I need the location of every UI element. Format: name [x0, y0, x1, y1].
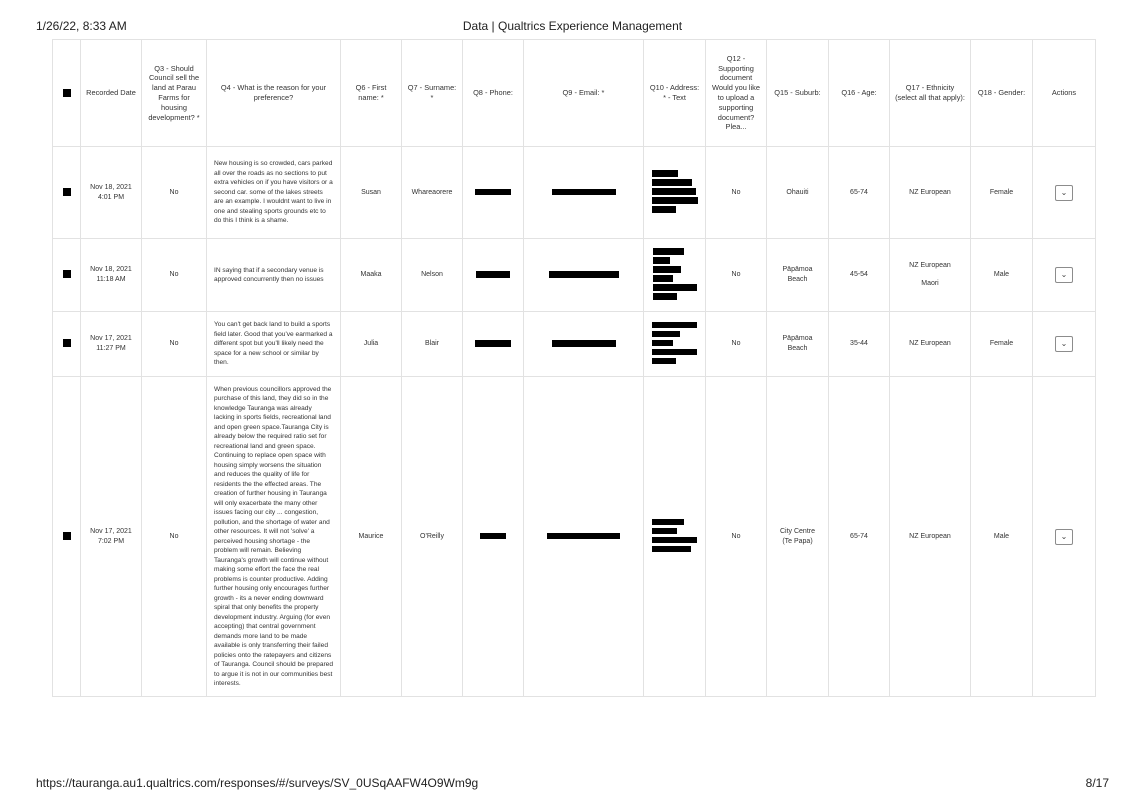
redacted-email: [549, 271, 619, 278]
table-row: [53, 377, 1096, 697]
suburb: Pāpāmoa Beach: [767, 239, 829, 312]
gender: Male: [971, 239, 1033, 312]
q3-answer: No: [142, 312, 207, 377]
page-url: https://tauranga.au1.qualtrics.com/responses/#/surveys/SV_0USqAAFW4O9Wm9g: [36, 776, 479, 790]
q12-answer: No: [706, 377, 767, 697]
header-q15[interactable]: Q15 - Suburb:: [767, 40, 829, 147]
header-recorded-date[interactable]: Recorded Date: [81, 40, 142, 147]
redacted-address: [652, 322, 697, 367]
phone-cell: [463, 147, 524, 239]
q3-answer: No: [142, 147, 207, 239]
header-q17[interactable]: Q17 - Ethnicity (select all that apply):: [890, 40, 971, 147]
row-actions-button[interactable]: [1055, 336, 1073, 352]
actions-cell: [1033, 147, 1096, 239]
row-select-cell[interactable]: [53, 377, 81, 697]
suburb: Ohauiti: [767, 147, 829, 239]
page-title: Data | Qualtrics Experience Management: [462, 19, 683, 33]
ethnicity: NZ European: [890, 147, 971, 239]
address-cell: [644, 312, 706, 377]
redacted-phone: [475, 340, 511, 347]
q3-answer: No: [142, 239, 207, 312]
reason-text: IN saying that if a secondary venue is approved concurrently then no issues: [207, 239, 341, 312]
surname: O'Reilly: [402, 377, 463, 697]
phone-cell: [463, 312, 524, 377]
header-q4[interactable]: Q4 - What is the reason for your preference?: [207, 40, 341, 147]
redacted-email: [552, 189, 616, 196]
header-q6[interactable]: Q6 - First name: *: [341, 40, 402, 147]
table-header-row: [53, 40, 1096, 147]
ethnicity: NZ European Maori: [890, 239, 971, 312]
age: 65-74: [829, 377, 890, 697]
recorded-date: Nov 18, 2021 4:01 PM: [81, 147, 142, 239]
actions-cell: [1033, 312, 1096, 377]
table-row: [53, 239, 1096, 312]
row-actions-button[interactable]: [1055, 529, 1073, 545]
address-cell: [644, 239, 706, 312]
header-q3[interactable]: Q3 - Should Council sell the land at Parau Farms for housing development? *: [142, 40, 207, 147]
redacted-email: [547, 533, 620, 540]
chevron-down-icon: ⌄: [1060, 339, 1068, 348]
redacted-phone: [475, 189, 511, 196]
header-q8[interactable]: Q8 - Phone:: [463, 40, 524, 147]
q12-answer: No: [706, 312, 767, 377]
header-q7[interactable]: Q7 - Surname: *: [402, 40, 463, 147]
email-cell: [524, 147, 644, 239]
first-name: Julia: [341, 312, 402, 377]
header-q18[interactable]: Q18 - Gender:: [971, 40, 1033, 147]
print-date: 1/26/22, 8:33 AM: [36, 19, 127, 33]
checkbox-icon[interactable]: [63, 339, 71, 347]
email-cell: [524, 377, 644, 697]
email-cell: [524, 312, 644, 377]
chevron-down-icon: ⌄: [1060, 531, 1068, 541]
ethnicity: NZ European: [890, 312, 971, 377]
email-cell: [524, 239, 644, 312]
suburb: Pāpāmoa Beach: [767, 312, 829, 377]
row-actions-button[interactable]: [1055, 267, 1073, 283]
checkbox-icon[interactable]: [63, 188, 71, 196]
first-name: Maurice: [341, 377, 402, 697]
q12-answer: No: [706, 239, 767, 312]
reason-text: When previous councillors approved the purchase of this land, they did so in the knowledge Tauranga was already lacking in sports fields, recreational land and open green space.Tauranga City is already below the required ratio set for recreational land and green space. Continuing to replace open space with housing simply worsens the situation and reduces the quality of life for residents the the effected areas. The creation of further housing in Tauranga will only exacerbate the many other issues facing our city ... congestion, pollution, and the shortage of water and other resources. It will not 'solve' a perceived housing shortage - the problem will remain. Believing Tauranga's growth will continue without making some effort the face the real problems is counter productive. Adding further housing only encourages further growth - its a never ending downward spiral that only benefits the property development industry. Arguing (for even accepting) that central government demands more land to be made available is only transferring their failed policies onto the ratepayers and citizens of Tauranga. Council should be prepared to argue it is not in our communities best interests.: [207, 377, 341, 697]
checkbox-icon[interactable]: [63, 89, 71, 97]
table-row: [53, 312, 1096, 377]
suburb: City Centre (Te Papa): [767, 377, 829, 697]
reason-text: New housing is so crowded, cars parked all over the roads as no sections to put extra vehicles on if you have visitors or a second car. some of the lakes streets are an example. I wouldnt want to live in one and stealing sports grounds etc to do this I think is a shame.: [207, 147, 341, 239]
checkbox-icon[interactable]: [63, 270, 71, 278]
checkbox-icon[interactable]: [63, 532, 71, 540]
row-actions-button[interactable]: [1055, 185, 1073, 201]
gender: Female: [971, 147, 1033, 239]
row-select-cell[interactable]: [53, 239, 81, 312]
redacted-address: [652, 170, 698, 215]
surname: Nelson: [402, 239, 463, 312]
header-q16[interactable]: Q16 - Age:: [829, 40, 890, 147]
header-q9[interactable]: Q9 - Email: *: [524, 40, 644, 147]
redacted-email: [552, 340, 616, 347]
redacted-phone: [476, 271, 510, 278]
phone-cell: [463, 377, 524, 697]
reason-text: You can't get back land to build a sports field later. Good that you've earmarked a different spot but you'll likely need the space for a new school or similar by then.: [207, 312, 341, 377]
address-cell: [644, 147, 706, 239]
table-row: [53, 147, 1096, 239]
actions-cell: [1033, 239, 1096, 312]
responses-table: [52, 39, 1096, 697]
select-all-cell[interactable]: [53, 40, 81, 147]
surname: Whareaorere: [402, 147, 463, 239]
row-select-cell[interactable]: [53, 147, 81, 239]
page-number: 8/17: [1085, 776, 1109, 790]
header-actions: Actions: [1033, 40, 1096, 147]
ethnicity: NZ European: [890, 377, 971, 697]
age: 45-54: [829, 239, 890, 312]
header-q12[interactable]: Q12 - Supporting document Would you like to upload a supporting document? Plea...: [706, 40, 767, 147]
q12-answer: No: [706, 147, 767, 239]
row-select-cell[interactable]: [53, 312, 81, 377]
first-name: Maaka: [341, 239, 402, 312]
header-q10[interactable]: Q10 - Address: * - Text: [644, 40, 706, 147]
chevron-down-icon: ⌄: [1060, 270, 1068, 279]
recorded-date: Nov 17, 2021 7:02 PM: [81, 377, 142, 697]
address-cell: [644, 377, 706, 697]
recorded-date: Nov 18, 2021 11:18 AM: [81, 239, 142, 312]
redacted-phone: [480, 533, 506, 540]
recorded-date: Nov 17, 2021 11:27 PM: [81, 312, 142, 377]
q3-answer: No: [142, 377, 207, 697]
surname: Blair: [402, 312, 463, 377]
redacted-address: [652, 519, 697, 555]
actions-cell: [1033, 377, 1096, 697]
chevron-down-icon: ⌄: [1060, 187, 1068, 197]
phone-cell: [463, 239, 524, 312]
redacted-address: [653, 248, 697, 302]
age: 65-74: [829, 147, 890, 239]
first-name: Susan: [341, 147, 402, 239]
age: 35-44: [829, 312, 890, 377]
gender: Male: [971, 377, 1033, 697]
gender: Female: [971, 312, 1033, 377]
